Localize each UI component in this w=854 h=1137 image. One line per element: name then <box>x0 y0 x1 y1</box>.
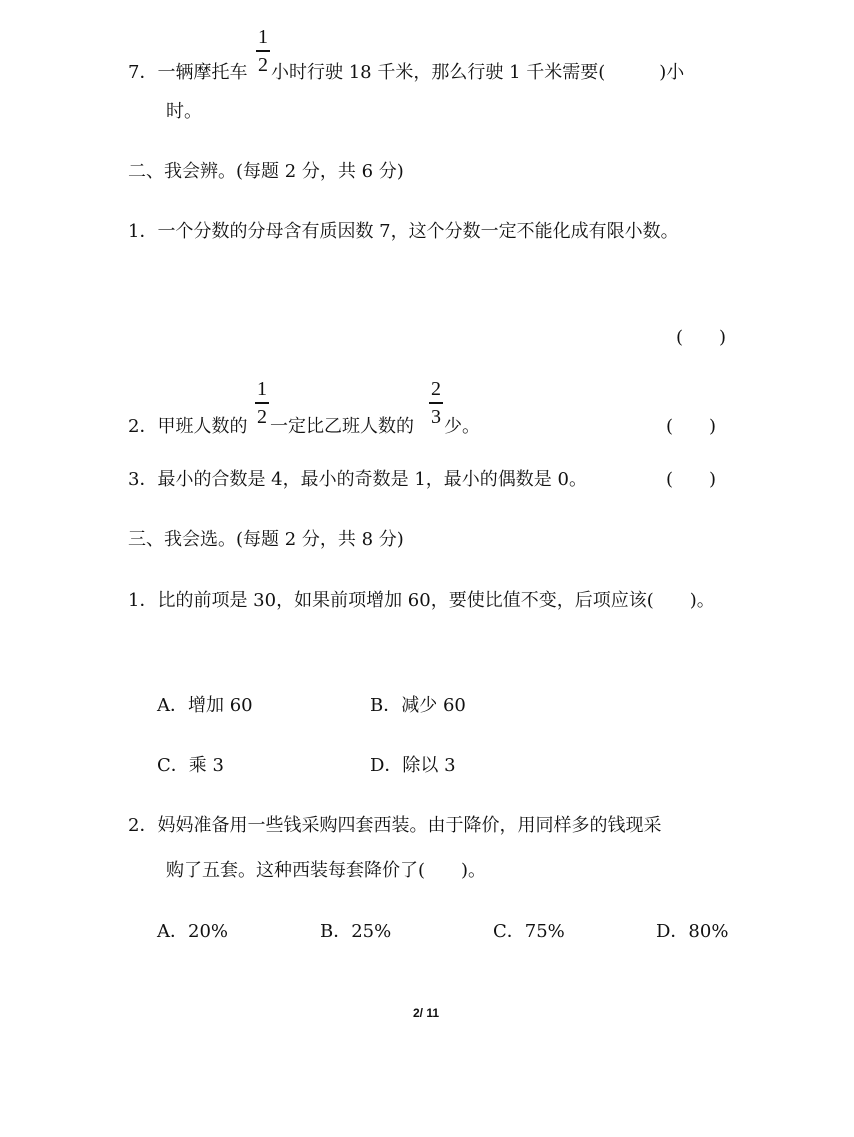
s3-q1-option-c[interactable]: C．乘 3 <box>157 755 224 776</box>
s3-q2-option-c[interactable]: C．75% <box>493 921 565 942</box>
q7-text-middle: 小时行驶 18 千米，那么行驶 1 千米需要( )小 <box>271 62 685 83</box>
s2-q2-fraction-1 <box>255 378 269 428</box>
page-number: 2/ 11 <box>413 1006 440 1020</box>
s2-q2-answer-blank[interactable]: ( ) <box>666 416 717 437</box>
s2-q3-answer-blank[interactable]: ( ) <box>666 469 717 490</box>
section3-title: 三、我会选。(每题 2 分，共 8 分) <box>128 529 404 550</box>
fraction-denominator: 2 <box>257 405 267 428</box>
s3-q2-text-line1: 2．妈妈准备用一些钱采购四套西装。由于降价，用同样多的钱现采 <box>128 815 662 836</box>
q7-fraction <box>256 26 270 76</box>
s3-q2-option-a[interactable]: A．20% <box>157 921 229 942</box>
s3-q1-option-d[interactable]: D．除以 3 <box>370 755 456 776</box>
s3-q1-option-a[interactable]: A．增加 60 <box>157 695 253 716</box>
fraction-denominator: 2 <box>258 53 268 76</box>
s2-q2-text-end: 少。 <box>444 416 480 437</box>
fraction-numerator: 1 <box>258 26 268 48</box>
s3-q2-option-d[interactable]: D．80% <box>656 921 729 942</box>
fraction-denominator: 3 <box>431 405 441 428</box>
section2-title: 二、我会辨。(每题 2 分，共 6 分) <box>128 161 404 182</box>
s3-q2-text-line2: 购了五套。这种西装每套降价了( )。 <box>166 860 487 881</box>
s2-q1-text: 1．一个分数的分母含有质因数 7，这个分数一定不能化成有限小数。 <box>128 221 679 242</box>
s3-q1-option-b[interactable]: B．减少 60 <box>370 695 466 716</box>
s2-q3-text: 3．最小的合数是 4，最小的奇数是 1，最小的偶数是 0。 <box>128 469 587 490</box>
s3-q2-option-b[interactable]: B．25% <box>320 921 392 942</box>
fraction-bar <box>429 402 443 404</box>
q7-text-start: 7．一辆摩托车 <box>128 62 248 83</box>
s2-q2-text-middle: 一定比乙班人数的 <box>270 416 414 437</box>
fraction-bar <box>256 50 270 52</box>
fraction-numerator: 2 <box>431 378 441 400</box>
s2-q2-text-start: 2．甲班人数的 <box>128 416 248 437</box>
s3-q1-text: 1．比的前项是 30，如果前项增加 60，要使比值不变，后项应该( )。 <box>128 590 715 611</box>
s2-q2-fraction-2 <box>429 378 443 428</box>
fraction-bar <box>255 402 269 404</box>
fraction-numerator: 1 <box>257 378 267 400</box>
q7-text-end: 时。 <box>166 101 202 122</box>
s2-q1-answer-blank[interactable]: ( ) <box>676 327 727 348</box>
